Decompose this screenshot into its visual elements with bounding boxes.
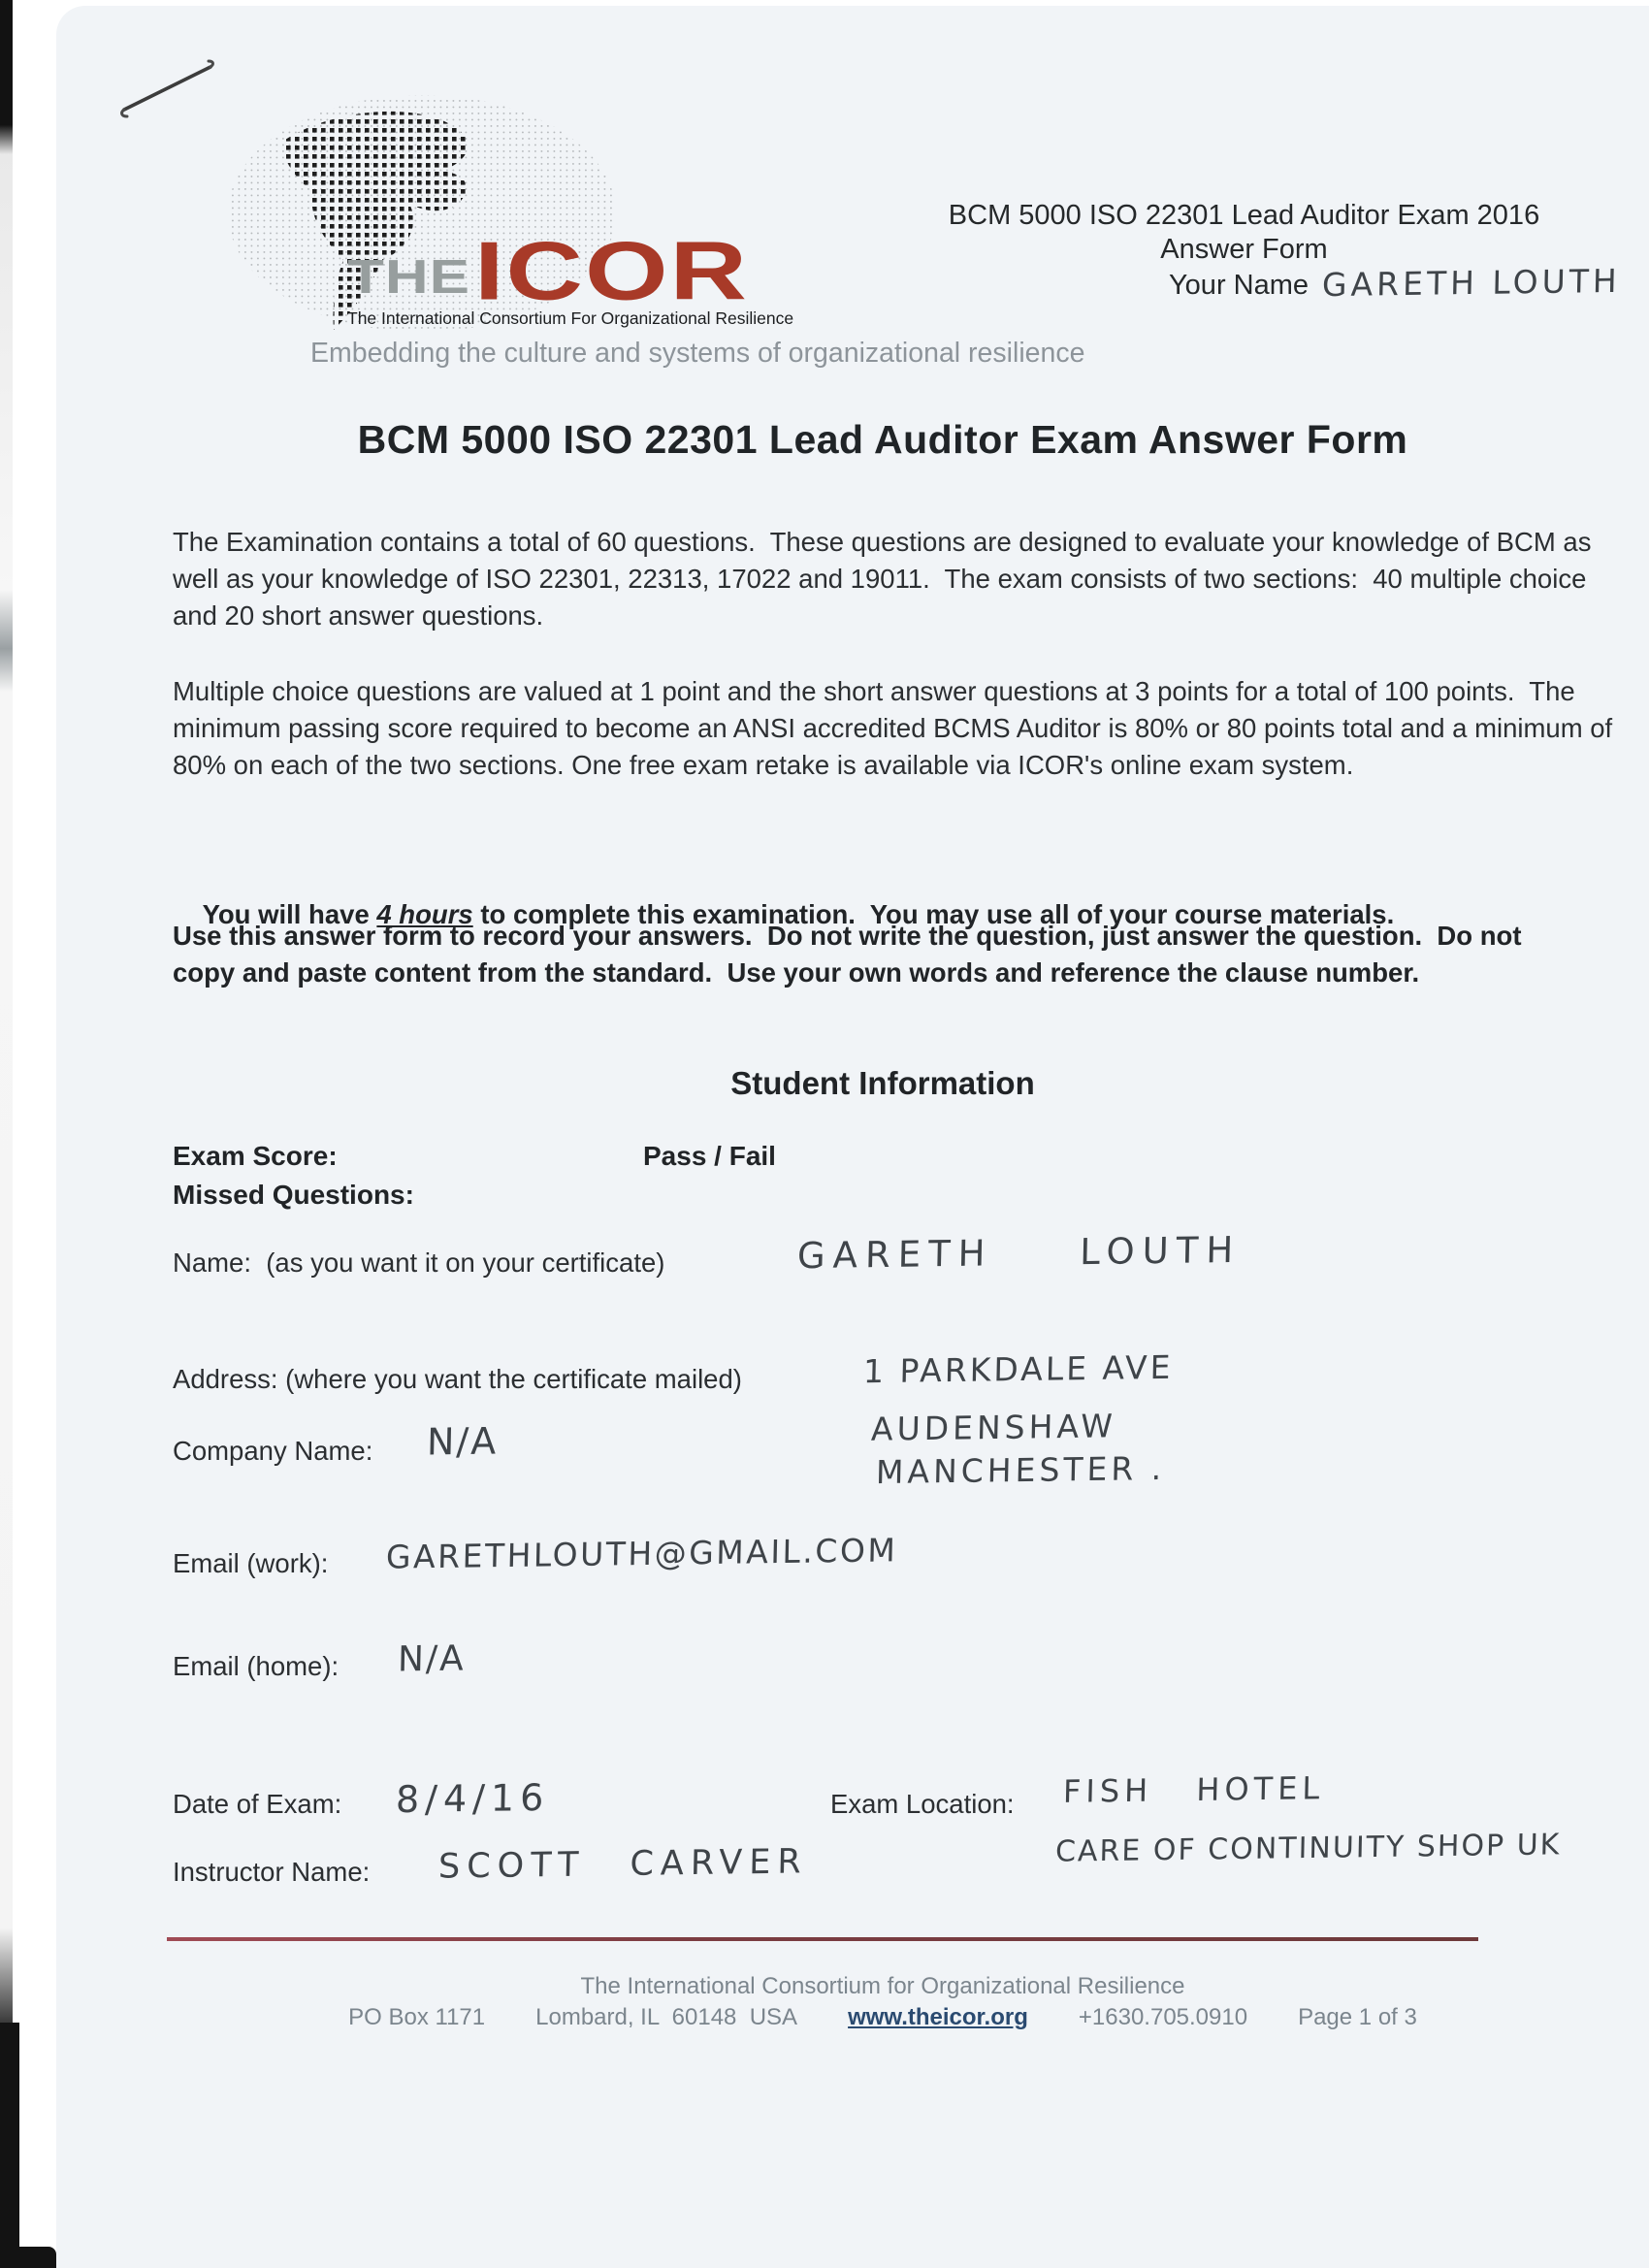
header-your-name-row (1169, 261, 1622, 305)
instructor-name-label: Instructor Name: (173, 1857, 371, 1887)
header-answer-form: Answer Form (1160, 234, 1328, 265)
email-work-label: Email (work): (173, 1548, 329, 1578)
footer-org-name: The International Consortium for Organizational Resilience (580, 1973, 1185, 1999)
exam-location-handwritten-line2: CARE OF CONTINUITY SHOP UK (1054, 1828, 1562, 1869)
logo-icor-text: ICOR (474, 224, 749, 318)
email-home-handwritten: N/A (397, 1638, 467, 1680)
your-name-label: Your Name (1169, 270, 1310, 301)
logo-tagline: Embedding the culture and systems of organizational resilience (310, 338, 1085, 369)
instructor-name-handwritten: SCOTT CARVER (437, 1842, 809, 1887)
header-course-line: BCM 5000 ISO 22301 Lead Auditor Exam 2016 (948, 200, 1540, 231)
date-of-exam-handwritten: 8/4/16 (395, 1775, 550, 1822)
logo-the-text: THE (347, 250, 470, 305)
address-label: Address: (where you want the certificate mailed) (173, 1364, 742, 1394)
email-work-handwritten: GARETHLOUTH@GMAIL.COM (385, 1531, 898, 1576)
logo-subtitle: The International Consortium For Organizational Resilience (347, 308, 794, 328)
footer-address: Lombard, IL 60148 USA (535, 2004, 798, 2030)
address-handwritten-line2: AUDENSHAW (870, 1407, 1117, 1448)
icor-logo (347, 221, 749, 318)
date-of-exam-label: Date of Exam: (173, 1789, 342, 1819)
address-handwritten-line3: MANCHESTER . (875, 1448, 1166, 1492)
staple-icon (116, 58, 217, 118)
address-handwritten-line1: 1 PARKDALE AVE (862, 1347, 1174, 1391)
footer-po-box: PO Box 1171 (348, 2004, 486, 2030)
pass-fail-label: Pass / Fail (643, 1141, 776, 1171)
scan-shadow-bottom-edge (0, 2247, 56, 2268)
company-name-handwritten: N/A (426, 1419, 499, 1464)
missed-questions-label: Missed Questions: (173, 1180, 414, 1210)
intro-paragraph-4: Use this answer form to record your answers. Do not write the question, just answer the question. Do not copy and paste content from the standard. Use your own words and reference the clause number. (173, 921, 1530, 988)
exam-score-label: Exam Score: (173, 1141, 338, 1171)
footer-website-link[interactable]: www.theicor.org (848, 2004, 1028, 2030)
exam-location-label: Exam Location: (830, 1789, 1015, 1819)
page-title: BCM 5000 ISO 22301 Lead Auditor Exam Answer Form (357, 417, 1408, 462)
p3-four-hours: 4 hours (376, 899, 473, 929)
footer-phone: +1630.705.0910 (1078, 2004, 1248, 2030)
intro-paragraph-2: Multiple choice questions are valued at 1 point and the short answer questions at 3 points for a total of 100 points. The minimum passing score required to become an ANSI accredited BCMS Auditor is 80% or 80 points total and a minimum of 80% on each of the two sections. One free exam retake is available via ICOR's online exam system. (173, 676, 1620, 780)
footer-contact-row (170, 2004, 1596, 2031)
scanner-edge-artifact (0, 0, 13, 2268)
exam-location-handwritten-line1: FISH HOTEL (1062, 1769, 1325, 1810)
student-information-heading: Student Information (730, 1065, 1035, 1101)
footer-divider (167, 1937, 1478, 1941)
intro-paragraph-1: The Examination contains a total of 60 questions. These questions are designed to evaluate your knowledge of BCM as well as your knowledge of ISO 22301, 22313, 17022 and 19011. The exam consists of two sections: 40 multiple choice and 20 short answer questions. (173, 527, 1600, 631)
name-handwritten: GARETH LOUTH (796, 1228, 1242, 1278)
footer-page-number: Page 1 of 3 (1298, 2004, 1417, 2030)
company-name-label: Company Name: (173, 1436, 373, 1466)
your-name-handwritten: GARETH LOUTH (1321, 261, 1622, 305)
p3-pre: You will have (202, 899, 377, 929)
email-home-label: Email (home): (173, 1651, 340, 1681)
scan-shadow-bottom-left (0, 2023, 19, 2268)
p3-post: to complete this examination. You may use all of your course materials. (472, 899, 1395, 929)
name-label: Name: (as you want it on your certificate) (173, 1247, 665, 1278)
